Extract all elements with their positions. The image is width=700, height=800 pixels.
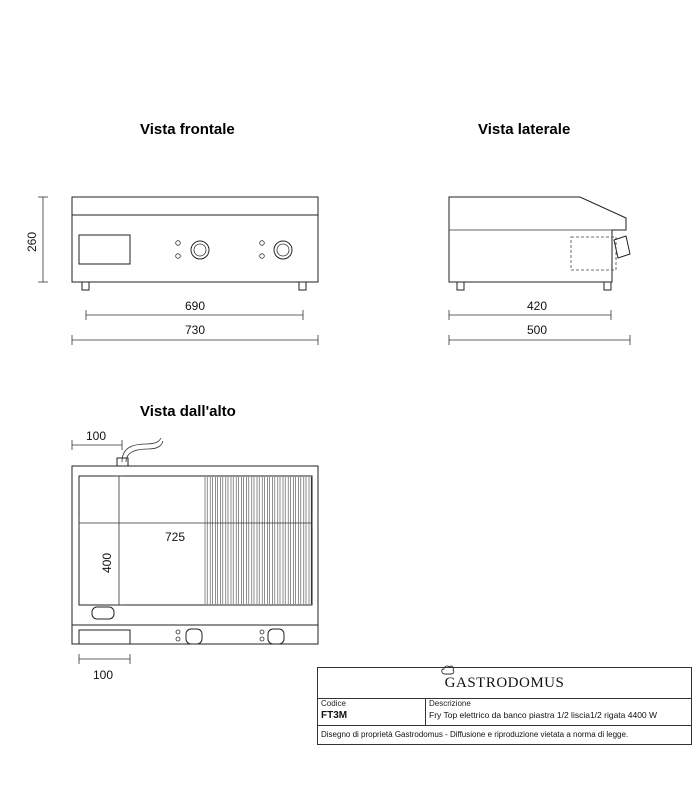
brand-name: GASTRODOMUS bbox=[444, 674, 565, 691]
side-inner-depth-label: 420 bbox=[527, 299, 548, 313]
front-foot bbox=[82, 282, 89, 290]
title-block-logo-row bbox=[318, 668, 691, 699]
indicator-light bbox=[260, 637, 264, 641]
brand-logo bbox=[445, 675, 565, 692]
description-label: Descrizione bbox=[429, 699, 471, 708]
indicator-light bbox=[260, 254, 265, 259]
code-label: Codice bbox=[321, 699, 346, 708]
top-plate-width-label: 725 bbox=[165, 530, 186, 544]
ribbed-plate-half bbox=[205, 477, 311, 604]
front-body bbox=[72, 197, 318, 282]
side-hidden-panel bbox=[571, 237, 616, 270]
front-foot bbox=[299, 282, 306, 290]
indicator-light bbox=[176, 241, 181, 246]
top-panel-width-label: 100 bbox=[93, 668, 114, 682]
chef-hat-icon bbox=[441, 665, 455, 677]
control-knob bbox=[268, 629, 284, 644]
top-cable-offset-label: 100 bbox=[86, 429, 107, 443]
front-view-title: Vista frontale bbox=[140, 121, 235, 138]
code-value: FT3M bbox=[321, 710, 348, 721]
code-cell bbox=[318, 698, 426, 726]
drain-hole bbox=[92, 607, 114, 619]
copyright-notice: Disegno di proprietà Gastrodomus - Diffusione e riproduzione vietata a norma di legge. bbox=[321, 730, 629, 739]
indicator-light bbox=[260, 241, 265, 246]
control-knob-inner bbox=[277, 244, 289, 256]
side-outer-depth-label: 500 bbox=[527, 323, 548, 337]
indicator-light bbox=[176, 630, 180, 634]
side-foot bbox=[457, 282, 464, 290]
front-outer-width-label: 730 bbox=[185, 323, 206, 337]
top-front-panel bbox=[79, 630, 130, 644]
side-knob bbox=[614, 236, 630, 258]
control-knob bbox=[186, 629, 202, 644]
side-view bbox=[449, 197, 630, 345]
description-cell bbox=[426, 698, 691, 726]
front-panel bbox=[79, 235, 130, 264]
side-body bbox=[449, 197, 626, 282]
indicator-light bbox=[260, 630, 264, 634]
top-view-title: Vista dall'alto bbox=[140, 403, 236, 420]
top-plate-depth-label: 400 bbox=[100, 552, 114, 573]
control-knob-inner bbox=[194, 244, 206, 256]
front-inner-width-label: 690 bbox=[185, 299, 206, 313]
title-block bbox=[317, 667, 692, 745]
description-value: Fry Top elettrico da banco piastra 1/2 liscia1/2 rigata 4400 W bbox=[429, 710, 658, 720]
cooking-plate bbox=[79, 476, 312, 605]
side-foot bbox=[604, 282, 611, 290]
top-view bbox=[72, 429, 318, 682]
indicator-light bbox=[176, 254, 181, 259]
indicator-light bbox=[176, 637, 180, 641]
front-height-label: 260 bbox=[25, 231, 39, 252]
front-view bbox=[25, 197, 318, 345]
side-view-title: Vista laterale bbox=[478, 121, 571, 138]
